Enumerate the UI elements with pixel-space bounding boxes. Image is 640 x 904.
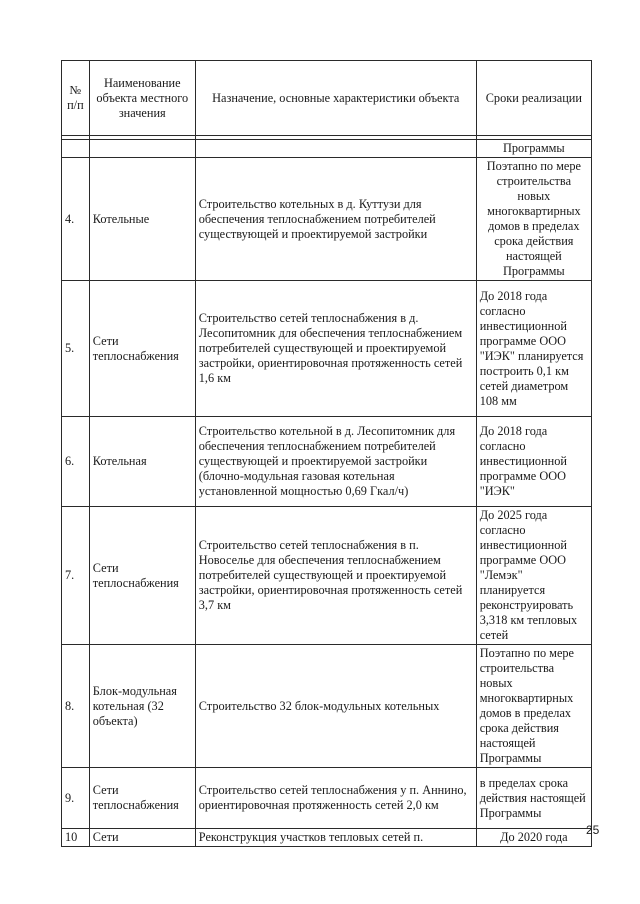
row-name: Блок-модульная котельная (32 объекта): [89, 645, 195, 768]
row-num: 5.: [62, 281, 90, 417]
table-row-continuation: [62, 140, 592, 158]
row-description: Строительство сетей теплоснабжения в п. Новоселье для обеспечения теплоснабжением потребителей существующей и проектируемой застройки, ориентировочная протяженность сетей 3,7 км: [195, 507, 476, 645]
row-num: 4.: [62, 158, 90, 281]
row-terms: в пределах срока действия настоящей Программы: [476, 768, 591, 829]
continuation-terms-cell: Программы: [476, 140, 591, 158]
row-name: Сети теплоснабжения: [89, 507, 195, 645]
row-description: Строительство котельных в д. Куттузи для обеспечения теплоснабжением потребителей существующей и проектируемой застройки: [195, 158, 476, 281]
table-header-row: [62, 61, 592, 136]
plan-table: [61, 60, 592, 847]
table-row-4: [62, 158, 592, 281]
row-name: Сети: [89, 829, 195, 847]
row-terms: До 2018 года согласно инвестиционной программе ООО "ИЭК": [476, 417, 591, 507]
row-num: 6.: [62, 417, 90, 507]
header-num: № п/п: [62, 61, 90, 136]
row-description: Строительство котельной в д. Лесопитомник для обеспечения теплоснабжением потребителей существующей и проектируемой застройки (блочно-модульная газовая котельная установленной мощностью 0,69 Гкал/ч): [195, 417, 476, 507]
row-num: 8.: [62, 645, 90, 768]
header-name: Наименование объекта местного значения: [89, 61, 195, 136]
row-name: Сети теплоснабжения: [89, 281, 195, 417]
row-description: Строительство сетей теплоснабжения у п. Аннино, ориентировочная протяженность сетей 2,0 км: [195, 768, 476, 829]
table-row-9: [62, 768, 592, 829]
row-description: Реконструкция участков тепловых сетей п.: [195, 829, 476, 847]
row-name: Сети теплоснабжения: [89, 768, 195, 829]
header-purpose: Назначение, основные характеристики объекта: [195, 61, 476, 136]
row-num: 7.: [62, 507, 90, 645]
row-terms: Поэтапно по мере строительства новых многоквартирных домов в пределах срока действия настоящей Программы: [476, 645, 591, 768]
row-name: Котельная: [89, 417, 195, 507]
table-row-5: [62, 281, 592, 417]
row-num: 10: [62, 829, 90, 847]
row-terms: До 2018 года согласно инвестиционной программе ООО "ИЭК" планируется построить 0,1 км сетей диаметром 108 мм: [476, 281, 591, 417]
row-num: 9.: [62, 768, 90, 829]
row-description: Строительство сетей теплоснабжения в д. Лесопитомник для обеспечения теплоснабжением потребителей существующей и проектируемой застройки, ориентировочная протяженность сетей 1,6 км: [195, 281, 476, 417]
row-description: Строительство 32 блок-модульных котельных: [195, 645, 476, 768]
row-name: Котельные: [89, 158, 195, 281]
row-terms: До 2025 года согласно инвестиционной программе ООО "Лемэк" планируется реконструировать 3,318 км тепловых сетей: [476, 507, 591, 645]
header-terms: Сроки реализации: [476, 61, 591, 136]
table-row-7: [62, 507, 592, 645]
table-row-8: [62, 645, 592, 768]
row-terms: Поэтапно по мере строительства новых многоквартирных домов в пределах срока действия настоящей Программы: [476, 158, 591, 281]
table-row-6: [62, 417, 592, 507]
row-terms: До 2020 года: [476, 829, 591, 847]
table-row-10: [62, 829, 592, 847]
page-number: 25: [586, 823, 600, 837]
